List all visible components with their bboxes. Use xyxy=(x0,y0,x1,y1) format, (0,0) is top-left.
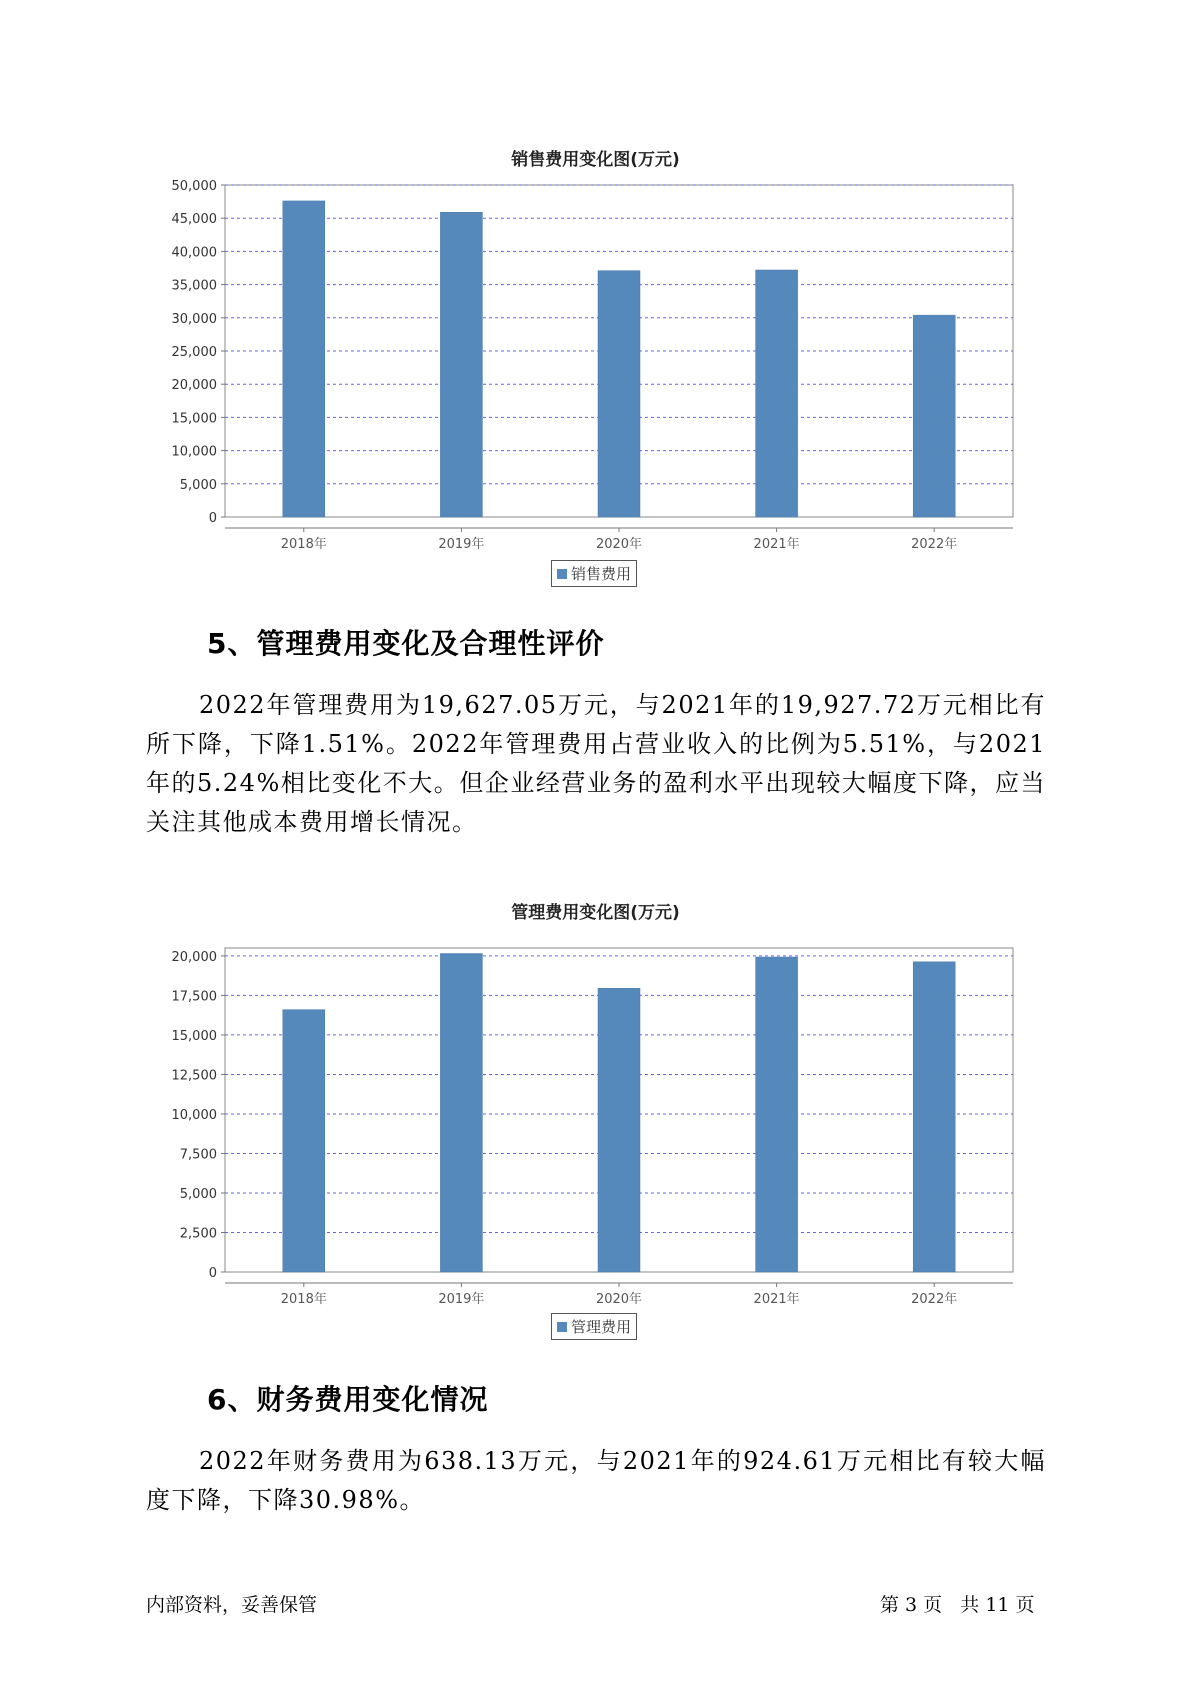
y-tick-label: 0 xyxy=(208,1266,217,1281)
y-tick-label: 15,000 xyxy=(171,411,217,427)
section6-paragraph: 2022年财务费用为638.13万元，与2021年的924.61万元相比有较大幅度下降，下降30.98%。 xyxy=(146,1447,1046,1514)
footer-confidential-note: 内部资料，妥善保管 xyxy=(146,1594,318,1616)
x-tick-label: 2022年 xyxy=(911,537,958,552)
x-tick-label: 2020年 xyxy=(595,537,643,552)
x-tick-label: 2020年 xyxy=(595,1292,643,1307)
y-tick-label: 12,500 xyxy=(171,1068,217,1084)
y-tick-label: 15,000 xyxy=(171,1028,217,1044)
x-tick-label: 2019年 xyxy=(438,537,485,552)
footer-page-number: 第 3 页 共 11 页 xyxy=(880,1594,1035,1616)
chart1-title: 销售费用变化图(万元) xyxy=(511,150,680,170)
y-tick-label: 10,000 xyxy=(171,444,217,460)
y-tick-label: 50,000 xyxy=(171,179,217,194)
y-tick-label: 0 xyxy=(208,511,217,526)
legend-swatch xyxy=(557,1322,567,1332)
y-tick-label: 40,000 xyxy=(171,245,217,261)
bar xyxy=(756,957,798,1272)
x-tick-label: 2021年 xyxy=(753,1292,800,1307)
section5-heading: 5、管理费用变化及合理性评价 xyxy=(207,627,605,660)
y-tick-label: 5,000 xyxy=(179,1186,217,1202)
x-tick-label: 2022年 xyxy=(911,1292,958,1307)
y-tick-label: 25,000 xyxy=(171,345,217,360)
y-tick-label: 2,500 xyxy=(179,1226,217,1242)
y-tick-label: 5,000 xyxy=(179,477,217,493)
x-tick-label: 2018年 xyxy=(280,537,327,552)
bar xyxy=(283,1010,325,1272)
y-tick-label: 35,000 xyxy=(171,278,217,294)
chart2-title: 管理费用变化图(万元) xyxy=(511,903,680,923)
y-tick-label: 45,000 xyxy=(171,212,217,228)
x-tick-label: 2018年 xyxy=(280,1292,327,1307)
y-tick-label: 17,500 xyxy=(171,989,217,1005)
bar xyxy=(440,954,482,1272)
bar xyxy=(598,988,640,1272)
chart2-legend-label: 管理费用 xyxy=(571,1318,632,1336)
bar xyxy=(913,962,955,1272)
section5-paragraph: 2022年管理费用为19,627.05万元，与2021年的19,927.72万元相比有所下降，下降1.51%。2022年管理费用占营业收入的比例为5.51%，与2021年的5.24%相比变化不大。但企业经营业务的盈利水平出现较大幅度下降，应当关注其他成本费用增长情况。 xyxy=(146,691,1046,836)
y-tick-label: 30,000 xyxy=(171,311,217,327)
section6-heading: 6、财务费用变化情况 xyxy=(207,1383,489,1416)
chart1-legend-label: 销售费用 xyxy=(571,565,632,583)
chart2-legend xyxy=(551,1313,637,1340)
x-tick-label: 2021年 xyxy=(753,537,800,552)
y-tick-label: 10,000 xyxy=(171,1107,217,1123)
y-tick-label: 20,000 xyxy=(171,949,217,965)
y-tick-label: 20,000 xyxy=(171,378,217,394)
y-tick-label: 7,500 xyxy=(179,1147,217,1163)
x-tick-label: 2019年 xyxy=(438,1292,485,1307)
